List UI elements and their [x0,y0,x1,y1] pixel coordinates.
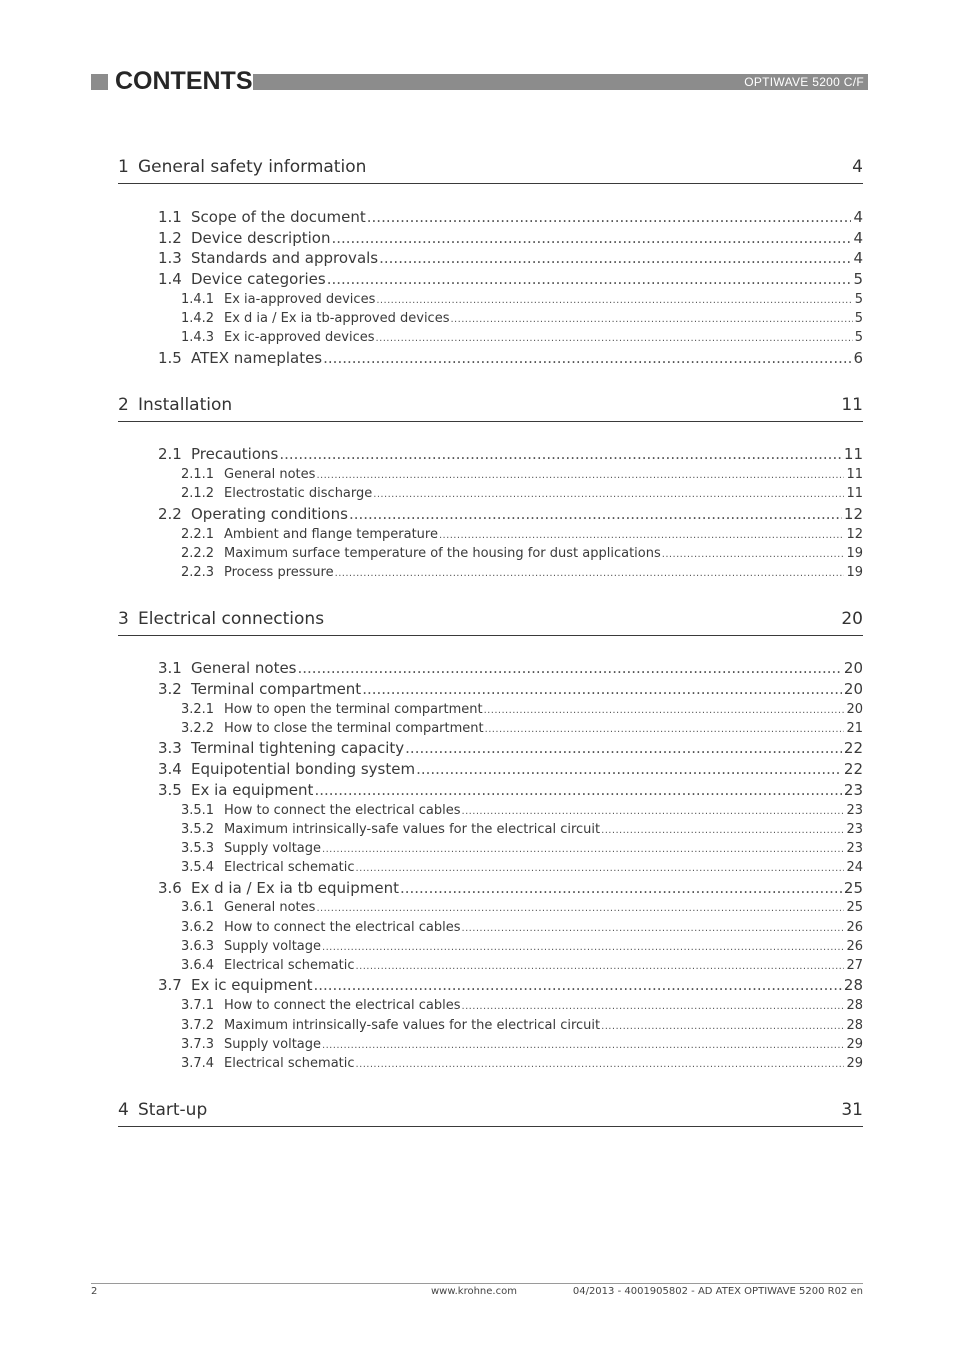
chapter-4[interactable] [118,1096,863,1127]
entry-title: Electrical schematic [224,958,355,973]
entry-page: 26 [846,920,863,935]
entry-number: 1.5 [158,349,182,367]
toc-entry-3-2[interactable] [158,680,863,701]
entry-page: 26 [846,939,863,954]
entry-title: Maximum surface temperature of the housing for dust applications [224,546,661,561]
entry-number: 3.6.2 [181,920,215,935]
chapter-title: General safety information [138,157,367,177]
toc-entry-3-7[interactable] [158,976,863,997]
chapter-page: 11 [841,395,863,415]
dot-leader [439,530,844,541]
entry-page: 5 [854,292,863,307]
dot-leader [327,270,852,288]
entry-title: How to connect the electrical cables [224,803,461,818]
entry-page: 11 [846,486,863,501]
entry-title: Ex d ia / Ex ia tb equipment [191,879,399,897]
entry-number: 1.4.3 [181,330,215,345]
entry-page: 22 [843,739,863,757]
dot-leader [322,1040,844,1051]
chapter-title: Start-up [138,1100,208,1120]
entry-page: 24 [846,860,863,875]
chapter-number: 1 [118,157,129,177]
entry-title: How to connect the electrical cables [224,998,461,1013]
entry-page: 28 [843,976,863,994]
toc-entry-3-5-4[interactable] [181,860,863,879]
dot-leader [367,208,852,226]
toc-entry-1-5[interactable] [158,349,863,370]
entry-page: 27 [846,958,863,973]
toc-entry-1-4-1[interactable] [181,292,863,311]
toc-entry-2-1[interactable] [158,445,863,466]
toc-entry-3-4[interactable] [158,760,863,781]
entry-number: 3.7 [158,976,182,994]
entry-page: 4 [853,229,863,247]
entry-number: 3.6.4 [181,958,215,973]
dot-leader [279,445,842,463]
toc-entry-1-3[interactable] [158,249,863,270]
toc-entry-2-2-1[interactable] [181,527,863,546]
entry-page: 21 [846,721,863,736]
toc-entry-3-6-1[interactable] [181,900,863,919]
toc-entry-3-7-1[interactable] [181,998,863,1017]
entry-number: 1.2 [158,229,182,247]
entry-title: Maximum intrinsically-safe values for the electrical circuit [224,822,601,837]
entry-page: 19 [846,565,863,580]
toc-entry-1-4-2[interactable] [181,311,863,330]
entry-page: 20 [843,680,863,698]
dot-leader [356,961,845,972]
dot-leader [322,844,844,855]
entry-number: 2.1.1 [181,467,215,482]
entry-title: General notes [191,659,297,677]
entry-page: 4 [853,249,863,267]
footer-doc-reference: 04/2013 - 4001905802 - AD ATEX OPTIWAVE 5200 R02 en [572,1286,863,1297]
entry-title: Supply voltage [224,1037,322,1052]
entry-number: 3.6 [158,879,182,897]
entry-number: 1.4 [158,270,182,288]
entry-number: 2.2.3 [181,565,215,580]
chapter-page: 4 [852,157,863,177]
entry-page: 5 [853,270,863,288]
entry-title: Terminal compartment [191,680,362,698]
toc-entry-2-2-3[interactable] [181,565,863,584]
entry-number: 1.4.2 [181,311,215,326]
entry-number: 2.2.1 [181,527,215,542]
entry-page: 4 [853,208,863,226]
dot-leader [331,229,851,247]
chapter-1[interactable] [118,153,863,184]
toc-entry-3-7-3[interactable] [181,1037,863,1056]
dot-leader [362,680,842,698]
entry-number: 3.2.2 [181,721,215,736]
entry-title: Ex ic-approved devices [224,330,375,345]
entry-page: 29 [846,1056,863,1071]
entry-page: 5 [854,330,863,345]
dot-leader [322,942,844,953]
entry-title: How to open the terminal compartment [224,702,483,717]
dot-leader [356,1059,845,1070]
entry-title: ATEX nameplates [191,349,323,367]
dot-leader [484,705,845,716]
entry-page: 23 [843,781,863,799]
entry-title: Ex ia-approved devices [224,292,376,307]
chapter-number: 4 [118,1100,129,1120]
chapter-page: 31 [841,1100,863,1120]
toc-entry-3-6-3[interactable] [181,939,863,958]
entry-title: General notes [224,467,316,482]
entry-number: 3.2 [158,680,182,698]
entry-page: 28 [846,998,863,1013]
entry-page: 20 [843,659,863,677]
dot-leader [376,333,853,344]
entry-page: 6 [853,349,863,367]
toc-entry-3-5-3[interactable] [181,841,863,860]
toc-entry-3-2-2[interactable] [181,721,863,740]
entry-number: 3.6.1 [181,900,215,915]
entry-number: 3.5 [158,781,182,799]
entry-page: 23 [846,822,863,837]
dot-leader [323,349,851,367]
entry-page: 12 [843,505,863,523]
entry-page: 19 [846,546,863,561]
toc-entry-3-3[interactable] [158,739,863,760]
chapter-title: Electrical connections [138,609,325,629]
entry-title: Ex ic equipment [191,976,313,994]
dot-leader [462,1001,845,1012]
entry-title: Equipotential bonding system [191,760,416,778]
toc-entry-3-6-2[interactable] [181,920,863,939]
toc-entry-1-4-3[interactable] [181,330,863,349]
entry-page: 22 [843,760,863,778]
entry-number: 3.4 [158,760,182,778]
entry-title: Operating conditions [191,505,348,523]
entry-number: 3.7.1 [181,998,215,1013]
toc-entry-2-1-2[interactable] [181,486,863,505]
entry-title: Scope of the document [191,208,366,226]
footer-website: www.krohne.com [431,1286,517,1297]
entry-number: 3.1 [158,659,182,677]
toc-entry-3-6-4[interactable] [181,958,863,977]
dot-leader [450,314,852,325]
entry-title: Device categories [191,270,326,288]
page-title: CONTENTS [115,67,253,95]
entry-title: Supply voltage [224,841,322,856]
product-name: OPTIWAVE 5200 C/F [744,75,864,89]
entry-number: 3.5.3 [181,841,215,856]
dot-leader [601,825,844,836]
entry-page: 23 [846,841,863,856]
entry-page: 29 [846,1037,863,1052]
chapter-number: 2 [118,395,129,415]
entry-number: 3.2.1 [181,702,215,717]
entry-title: Electrical schematic [224,860,355,875]
toc-entry-3-7-4[interactable] [181,1056,863,1075]
dot-leader [462,923,845,934]
entry-number: 3.3 [158,739,182,757]
dot-leader [462,806,845,817]
entry-page: 25 [846,900,863,915]
footer-divider [91,1283,863,1284]
dot-leader [416,760,842,778]
dot-leader [356,863,845,874]
entry-title: Device description [191,229,331,247]
entry-title: Terminal tightening capacity [191,739,405,757]
dot-leader [601,1021,844,1032]
entry-page: 5 [854,311,863,326]
toc-entry-2-2[interactable] [158,505,863,526]
toc-entry-3-1[interactable] [158,659,863,680]
toc-entry-2-2-2[interactable] [181,546,863,565]
dot-leader [298,659,842,677]
entry-page: 11 [846,467,863,482]
entry-title: General notes [224,900,316,915]
entry-number: 1.3 [158,249,182,267]
toc-entry-2-1-1[interactable] [181,467,863,486]
dot-leader [400,879,842,897]
entry-title: Electrostatic discharge [224,486,373,501]
entry-number: 1.4.1 [181,292,215,307]
entry-number: 1.1 [158,208,182,226]
dot-leader [314,781,841,799]
entry-title: Maximum intrinsically-safe values for the electrical circuit [224,1018,601,1033]
entry-title: Standards and approvals [191,249,379,267]
entry-number: 2.2 [158,505,182,523]
entry-title: How to connect the electrical cables [224,920,461,935]
entry-number: 3.7.4 [181,1056,215,1071]
dot-leader [379,249,851,267]
toc-entry-3-5-1[interactable] [181,803,863,822]
dot-leader [349,505,842,523]
chapter-number: 3 [118,609,129,629]
dot-leader [376,295,852,306]
entry-title: How to close the terminal compartment [224,721,484,736]
entry-title: Electrical schematic [224,1056,355,1071]
entry-title: Ex ia equipment [191,781,314,799]
dot-leader [373,489,844,500]
dot-leader [662,549,845,560]
chapter-3[interactable] [118,605,863,636]
toc-entry-3-5[interactable] [158,781,863,802]
entry-page: 11 [843,445,863,463]
dot-leader [316,470,844,481]
chapter-page: 20 [841,609,863,629]
entry-page: 23 [846,803,863,818]
entry-title: Ambient and flange temperature [224,527,438,542]
entry-number: 2.1 [158,445,182,463]
toc-entry-3-5-2[interactable] [181,822,863,841]
dot-leader [316,903,844,914]
entry-number: 2.2.2 [181,546,215,561]
entry-page: 28 [846,1018,863,1033]
toc-entry-1-4[interactable] [158,270,863,291]
entry-title: Process pressure [224,565,334,580]
footer-page-number: 2 [91,1286,98,1297]
dot-leader [313,976,841,994]
entry-number: 3.6.3 [181,939,215,954]
entry-page: 20 [846,702,863,717]
entry-number: 3.5.4 [181,860,215,875]
entry-page: 25 [843,879,863,897]
toc-entry-3-2-1[interactable] [181,702,863,721]
entry-page: 12 [846,527,863,542]
entry-number: 2.1.2 [181,486,215,501]
dot-leader [335,568,845,579]
chapter-2[interactable] [118,391,863,422]
entry-number: 3.5.2 [181,822,215,837]
entry-number: 3.7.3 [181,1037,215,1052]
dot-leader [485,724,845,735]
toc-entry-3-7-2[interactable] [181,1018,863,1037]
dot-leader [405,739,842,757]
toc-entry-1-1[interactable] [158,208,863,229]
entry-title: Supply voltage [224,939,322,954]
entry-number: 3.7.2 [181,1018,215,1033]
chapter-title: Installation [138,395,233,415]
toc-entry-3-6[interactable] [158,879,863,900]
entry-title: Ex d ia / Ex ia tb-approved devices [224,311,450,326]
entry-number: 3.5.1 [181,803,215,818]
toc-entry-1-2[interactable] [158,229,863,250]
entry-title: Precautions [191,445,279,463]
